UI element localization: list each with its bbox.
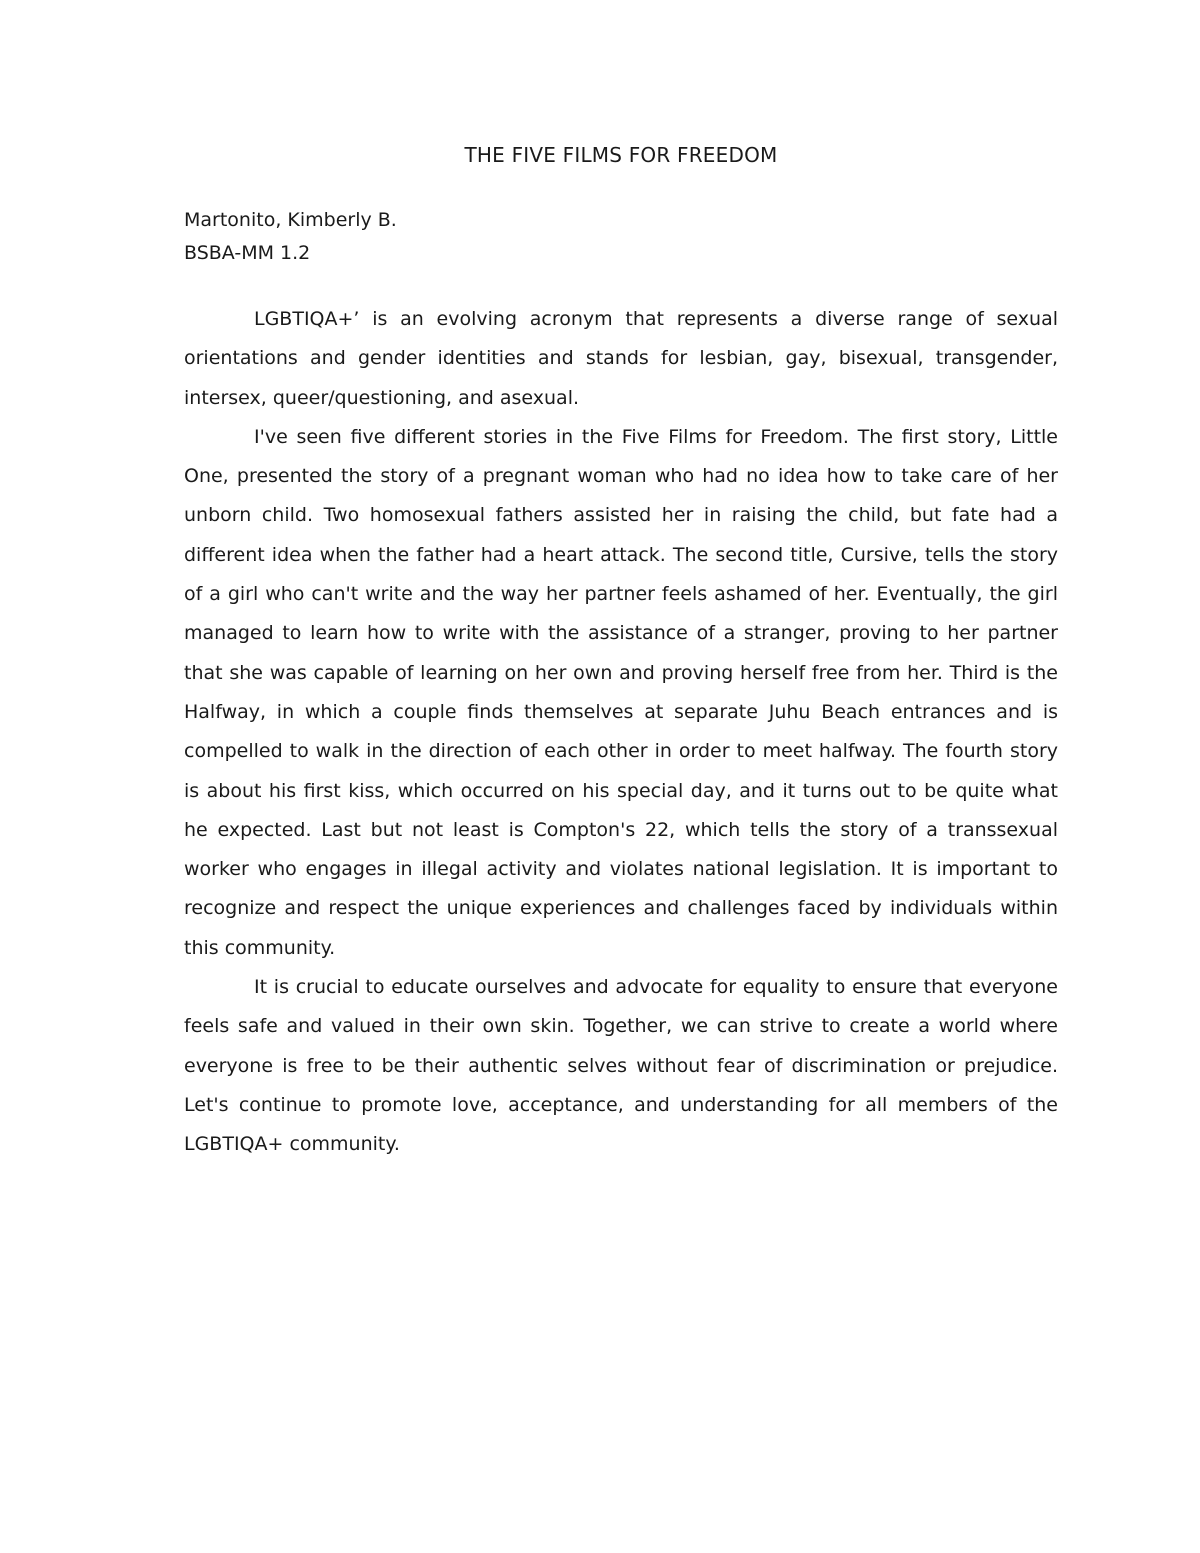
course-section: BSBA-MM 1.2 (184, 242, 311, 264)
document-page (184, 140, 1058, 1165)
author-name: Martonito, Kimberly B. (184, 209, 397, 231)
paragraph-films: I've seen five different stories in the Five Films for Freedom. The first story, Little One, presented the story of a pregnant woman who had no idea how to take care of her unborn child. Two homosexual fathers assisted her in raising the child, but fate had a different idea when the father had a heart attack. The second title, Cursive, tells the story of a girl who can't write and the way her partner feels ashamed of her. Eventually, the girl managed to learn how to write with the assistance of a stranger, proving to her partner that she was capable of learning on her own and proving herself free from her. Third is the Halfway, in which a couple finds themselves at separate Juhu Beach entrances and is compelled to walk in the direction of each other in order to meet halfway. The fourth story is about his first kiss, which occurred on his special day, and it turns out to be quite what he expected. Last but not least is Compton's 22, which tells the story of a transsexual worker who engages in illegal activity and violates national legislation. It is important to recognize and respect the unique experiences and challenges faced by individuals within this community. (184, 425, 1058, 959)
document-title: THE FIVE FILMS FOR FREEDOM (464, 143, 778, 167)
essay-body (184, 300, 1058, 1165)
paragraph-intro: LGBTIQA+’ is an evolving acronym that represents a diverse range of sexual orientations and gender identities and stands for lesbian, gay, bisexual, transgender, intersex, queer/questioning, and asexual. (184, 308, 1058, 409)
author-block (184, 204, 1058, 270)
paragraph-conclusion: It is crucial to educate ourselves and advocate for equality to ensure that everyone feels safe and valued in their own skin. Together, we can strive to create a world where everyone is free to be their authentic selves without fear of discrimination or prejudice. Let's continue to promote love, acceptance, and understanding for all members of the LGBTIQA+ community. (184, 976, 1058, 1156)
